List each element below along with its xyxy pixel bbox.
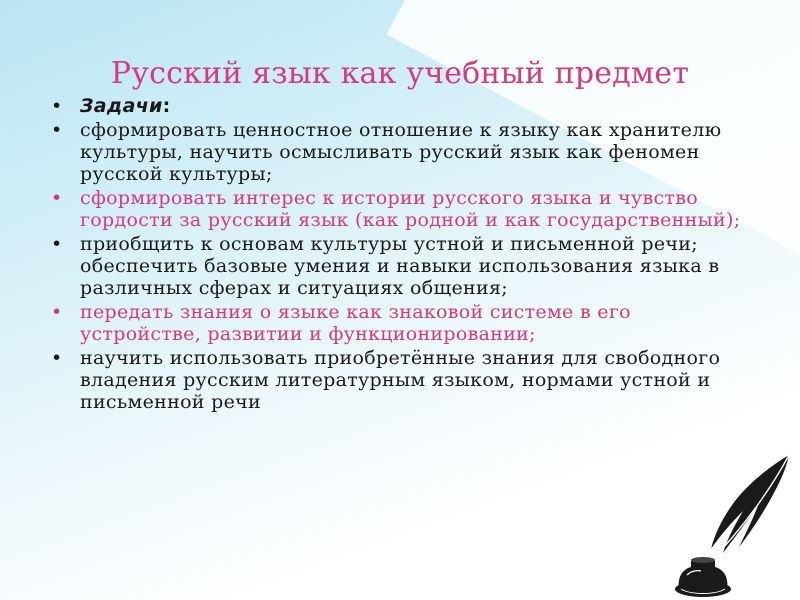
bullet: • — [51, 233, 63, 255]
task-list — [50, 95, 755, 415]
list-item-tasks-heading — [50, 95, 755, 117]
list-item — [50, 347, 755, 413]
list-item-text: сформировать ценностное отношение к языку как хранителю культуры, научить осмысливать русский язык как феномен русской культуры; — [80, 119, 722, 185]
bullet: • — [51, 301, 63, 323]
list-item — [50, 187, 755, 231]
slide-title: Русский язык как учебный предмет — [110, 56, 690, 92]
list-item — [50, 233, 755, 299]
list-item — [50, 119, 755, 185]
list-item-text: сформировать интерес к истории русского языка и чувство гордости за русский язык (как родной и как государственный); — [80, 187, 741, 231]
bullet: • — [51, 95, 63, 117]
list-item-text: приобщить к основам культуры устной и письменной речи; обеспечить базовые умения и навыки использования языка в различных сферах и ситуациях общения; — [80, 233, 720, 299]
bullet: • — [51, 187, 63, 209]
tasks-label: Задачи — [80, 95, 163, 117]
list-item — [50, 301, 755, 345]
bullet: • — [51, 347, 63, 369]
list-item-text: передать знания о языке как знаковой системе в его устройстве, развитии и функционировании; — [80, 301, 631, 345]
list-item-text: научить использовать приобретённые знания для свободного владения русским литературным языком, нормами устной и письменной речи — [80, 347, 721, 413]
tasks-colon: : — [162, 95, 171, 117]
bullet: • — [51, 119, 63, 141]
quill-and-inkwell-icon — [651, 449, 800, 600]
